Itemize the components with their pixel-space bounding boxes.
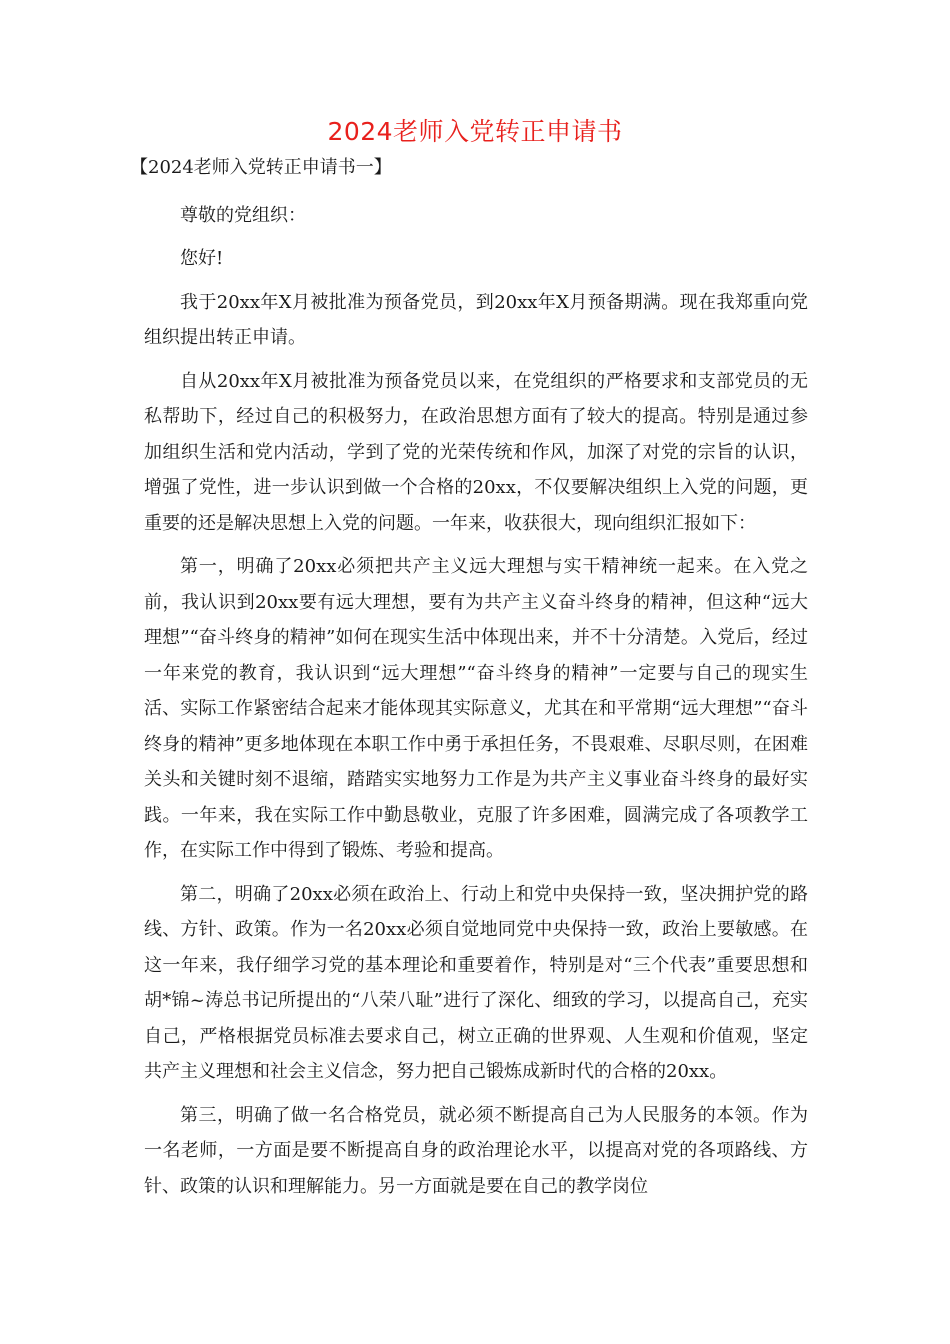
paragraph-point-two: 第二，明确了20xx必须在政治上、行动上和党中央保持一致，坚决拥护党的路线、方针、政策。作为一名20xx必须自觉地同党中央保持一致，政治上要敏感。在这一年来，我仔细学习党的基本理论和重要着作，特别是对“三个代表”重要思想和胡*锦~涛总书记所提出的“八荣八耻”进行了深化、细致的学习，以提高自己，充实自己，严格根据党员标准去要求自己，树立正确的世界观、人生观和价值观，坚定共产主义理想和社会主义信念，努力把自己锻炼成新时代的合格的20xx。: [144, 883, 808, 1082]
document-body: [130, 150, 808, 1204]
section-heading: 【2024老师入党转正申请书一】: [130, 157, 392, 178]
greeting: 您好!: [180, 248, 224, 269]
document-title: 2024老师入党转正申请书: [327, 117, 623, 146]
salutation: 尊敬的党组织：: [180, 204, 306, 226]
paragraph-overview: 自从20xx年X月被批准为预备党员以来，在党组织的严格要求和支部党员的无私帮助下，经过自己的积极努力，在政治思想方面有了较大的提高。特别是通过参加组织生活和党内活动，学到了党的光荣传统和作风，加深了对党的宗旨的认识，增强了党性，进一步认识到做一个合格的20xx，不仅要解决组织上入党的问题，更重要的还是解决思想上入党的问题。一年来，收获很大，现向组织汇报如下：: [144, 370, 808, 534]
paragraph-point-one: 第一，明确了20xx必须把共产主义远大理想与实干精神统一起来。在入党之前，我认识到20xx要有远大理想，要有为共产主义奋斗终身的精神，但这种“远大理想”“奋斗终身的精神”如何在现实生活中体现出来，并不十分清楚。入党后，经过一年来党的教育，我认识到“远大理想”“奋斗终身的精神”一定要与自己的现实生活、实际工作紧密结合起来才能体现其实际意义，尤其在和平常期“远大理想”“奋斗终身的精神”更多地体现在本职工作中勇于承担任务，不畏艰难、尽职尽则，在困难关头和关键时刻不退缩，踏踏实实地努力工作是为共产主义事业奋斗终身的最好实践。一年来，我在实际工作中勤恳敬业，克服了许多困难，圆满完成了各项教学工作，在实际工作中得到了锻炼、考验和提高。: [144, 556, 808, 861]
paragraph-intro: 我于20xx年X月被批准为预备党员，到20xx年X月预备期满。现在我郑重向党组织提出转正申请。: [144, 291, 808, 348]
paragraph-point-three: 第三，明确了做一名合格党员，就必须不断提高自己为人民服务的本领。作为一名老师，一方面是要不断提高自身的政治理论水平，以提高对党的各项路线、方针、政策的认识和理解能力。另一方面就是要在自己的教学岗位: [144, 1104, 808, 1197]
